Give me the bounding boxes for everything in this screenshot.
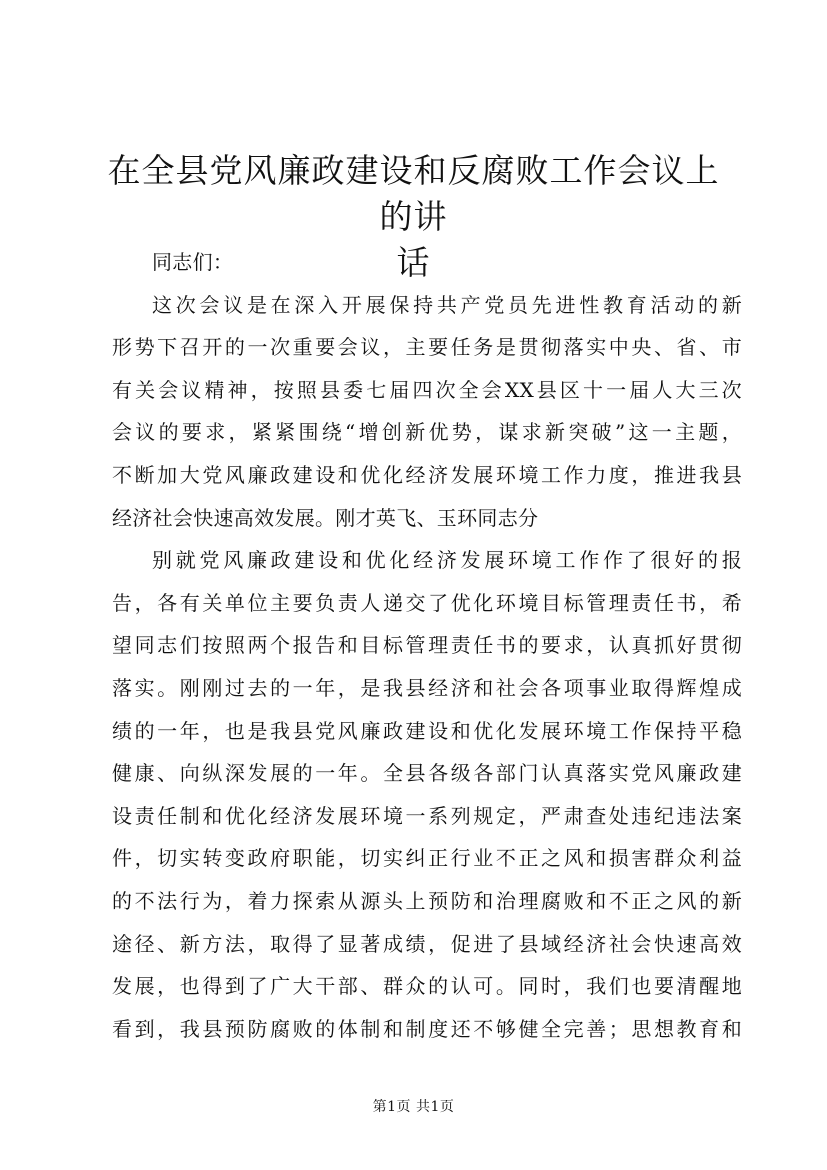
title-line-2: 话: [396, 243, 431, 282]
paragraph-1-line: 有关会议精神，按照县委七届四次全会XX县区十一届人大三次: [112, 377, 742, 402]
paragraph-1-line: 经济社会快速高效发展。刚才英飞、玉环同志分: [112, 505, 539, 530]
paragraph-2: [112, 539, 742, 1050]
paragraph-2-line: 别就党风廉政建设和优化经济发展环境工作作了很好的报: [152, 548, 742, 573]
document-body: [112, 241, 742, 1050]
paragraph-2-line: 落实。刚刚过去的一年，是我县经济和社会各项事业取得辉煌成: [112, 675, 742, 700]
paragraph-2-line: 看到，我县预防腐败的体制和制度还不够健全完善；思想教育和: [112, 1016, 742, 1041]
paragraph-1-line: 不断加大党风廉政建设和优化经济发展环境工作力度，推进我县: [112, 462, 742, 487]
paragraph-2-line: 途径、新方法，取得了显著成绩，促进了县域经济社会快速高效: [112, 931, 742, 956]
paragraph-2-line: 件，切实转变政府职能，切实纠正行业不正之风和损害群众利益: [112, 846, 742, 871]
paragraph-2-line: 健康、向纵深发展的一年。全县各级各部门认真落实党风廉政建: [112, 761, 742, 786]
page-number-footer: 第1页 共1页: [372, 1099, 455, 1115]
paragraph-2-line: 望同志们按照两个报告和目标管理责任书的要求，认真抓好贯彻: [112, 633, 742, 658]
paragraph-2-line: 发展，也得到了广大干部、群众的认可。同时，我们也要清醒地: [112, 974, 742, 999]
paragraph-1-line: 形势下召开的一次重要会议，主要任务是贯彻落实中央、省、市: [112, 335, 742, 360]
paragraph-1-line: 会议的要求，紧紧围绕“增创新优势，谋求新突破”这一主题，: [112, 420, 742, 445]
title-line-1: 在全县党风廉政建设和反腐败工作会议上的讲: [107, 151, 720, 236]
salutation: 同志们：: [152, 250, 234, 274]
paragraph-1-line: 这次会议是在深入开展保持共产党员先进性教育活动的新: [152, 292, 742, 317]
paragraph-1: [112, 284, 742, 540]
paragraph-2-line: 绩的一年，也是我县党风廉政建设和优化发展环境工作保持平稳: [112, 718, 742, 743]
paragraph-2-line: 的不法行为，着力探索从源头上预防和治理腐败和不正之风的新: [112, 888, 742, 913]
paragraph-2-line: 告，各有关单位主要负责人递交了优化环境目标管理责任书，希: [112, 590, 742, 615]
paragraph-2-line: 设责任制和优化经济发展环境一系列规定，严肃查处违纪违法案: [112, 803, 742, 828]
